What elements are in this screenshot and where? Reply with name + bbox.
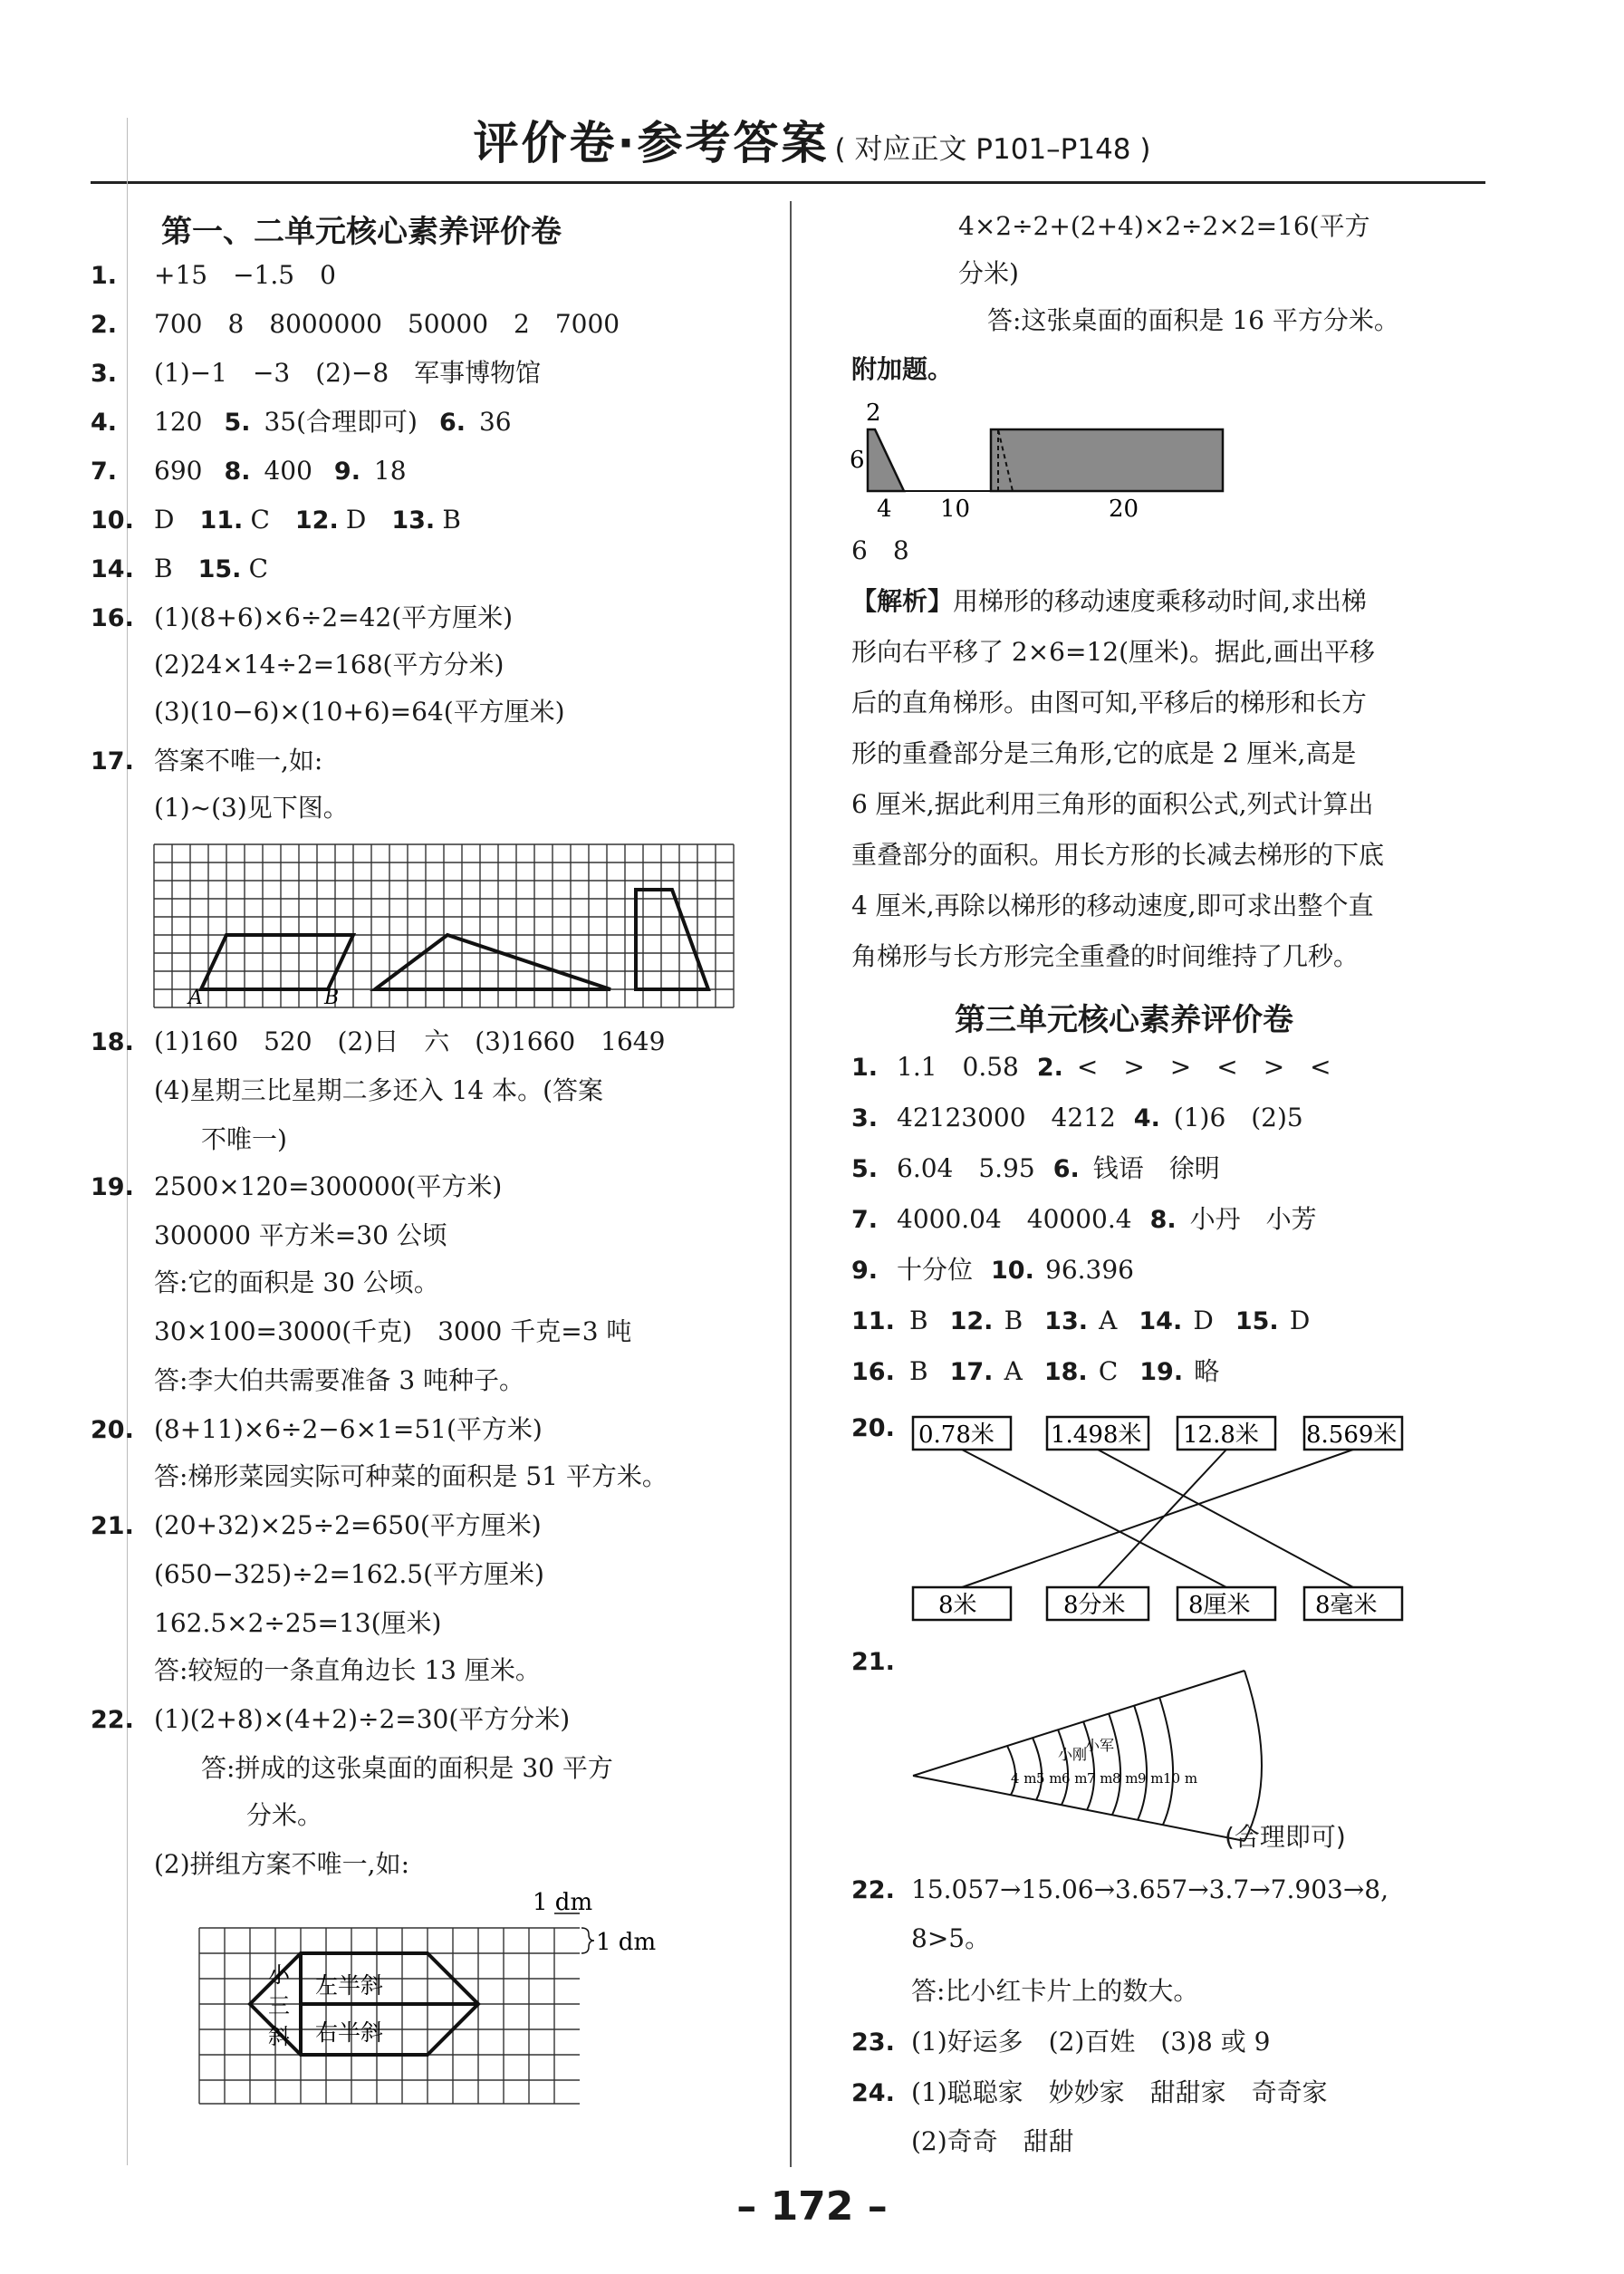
fig-label-10: 10: [940, 496, 971, 523]
triangle-shape: [375, 935, 610, 989]
top-box-4: 8.569米: [1306, 1421, 1398, 1449]
fan-note: (合理即可): [1225, 1822, 1346, 1852]
bottom-box-2: 8分米: [1063, 1592, 1126, 1619]
top-box-2: 1.498米: [1051, 1421, 1142, 1449]
u3-answer-22-b: 8>5。: [911, 1923, 991, 1953]
header-rule: [91, 181, 1485, 184]
answer-18-4: (4)星期三比星期二多还入 14 本。(答案: [154, 1075, 604, 1105]
answer-18-note: 不唯一): [201, 1124, 287, 1154]
answer-21-d: 答:较短的一条直角边长 13 厘米。: [154, 1655, 541, 1685]
hex-label-top: 左半斜: [315, 1972, 384, 1999]
answer-22-3-b: 分米): [958, 258, 1019, 288]
grid-label-a: A: [188, 987, 203, 1009]
hex-label-left-2: 三: [268, 1993, 290, 2019]
u3-answer-9-10: 9. 十分位 10. 96.396: [851, 1255, 1134, 1285]
explanation-line-7: 4 厘米,再除以梯形的移动速度,即可求出整个直: [851, 891, 1374, 920]
hex-label-bottom: 右半斜: [315, 2019, 384, 2046]
fan-tick-4m: 4 m: [1011, 1770, 1037, 1787]
u3-answer-24: 24. (1)聪聪家 妙妙家 甜甜家 奇奇家: [851, 2077, 1328, 2107]
u3-answer-1-2: 1. 1.1 0.58 2. < > > < > <: [851, 1052, 1331, 1082]
answer-4-6: 4. 120 5. 35(合理即可) 6. 36: [91, 407, 512, 437]
bottom-box-1: 8米: [938, 1592, 977, 1619]
hex-label-left-3: 斜: [268, 2024, 290, 2049]
page-number: – 172 –: [736, 2183, 888, 2230]
u3-answer-20-label: 20.: [851, 1414, 895, 1442]
answer-10-13: 10. D 11. C 12. D 13. B: [91, 505, 461, 535]
answer-1: 1. +15 −1.5 0: [91, 260, 336, 290]
explanation-line-5: 6 厘米,据此利用三角形的面积公式,列式计算出: [851, 789, 1374, 819]
hex-label-left-1: 小: [268, 1962, 290, 1988]
page-header: [0, 107, 1624, 172]
answer-3: 3. (1)−1 −3 (2)−8 军事博物馆: [91, 358, 542, 388]
answer-16: 16. (1)(8+6)×6÷2=42(平方厘米): [91, 602, 514, 632]
answer-19-e: 答:李大伯共需要准备 3 吨种子。: [154, 1365, 525, 1395]
answer-18: 18. (1)160 520 (2)日 六 (3)1660 1649: [91, 1026, 666, 1056]
top-box-3: 12.8米: [1183, 1421, 1259, 1449]
answer-19: 19. 2500×120=300000(平方米): [91, 1171, 503, 1201]
fan-tick-7m: 7 m: [1087, 1770, 1113, 1787]
dm-label-vertical: 1 dm: [596, 1929, 657, 1956]
answer-21-b: (650−325)÷2=162.5(平方厘米): [154, 1559, 544, 1589]
fan-tick-6m: 6 m: [1062, 1770, 1088, 1787]
section-title-unit-3: 第三单元核心素养评价卷: [955, 1002, 1293, 1038]
answer-16-2: (2)24×14÷2=168(平方分米): [154, 650, 504, 679]
fan-name-xiaogang: 小刚: [1058, 1746, 1088, 1763]
parallelogram-shape: [201, 935, 353, 989]
fig-label-6: 6: [850, 447, 865, 474]
fan-tick-10m: 10 m: [1163, 1770, 1198, 1787]
extra-answer: 6 8: [851, 535, 909, 565]
explanation-line-8: 角梯形与长方形完全重叠的时间维持了几秒。: [851, 941, 1360, 971]
trapezoid-shape: [868, 429, 904, 491]
explanation-line-2: 形向右平移了 2×6=12(厘米)。据此,画出平移: [851, 637, 1375, 667]
top-box-1: 0.78米: [918, 1421, 995, 1449]
u3-answer-3-4: 3. 42123000 4212 4. (1)6 (2)5: [851, 1103, 1303, 1132]
answer-19-c: 答:它的面积是 30 公顷。: [154, 1267, 439, 1297]
answer-14-15: 14. B 15. C: [91, 554, 269, 583]
u3-answer-16-19: 16. B 17. A 18. C 19. 略: [851, 1356, 1220, 1386]
fig-label-20: 20: [1109, 496, 1139, 523]
explanation-line-3: 后的直角梯形。由图可知,平移后的梯形和长方: [851, 688, 1367, 718]
u3-answer-24-b: (2)奇奇 甜甜: [911, 2126, 1074, 2156]
answer-21: 21. (20+32)×25÷2=650(平方厘米): [91, 1510, 542, 1540]
bottom-box-3: 8厘米: [1188, 1592, 1251, 1619]
answer-20-b: 答:梯形菜园实际可种菜的面积是 51 平方米。: [154, 1461, 668, 1491]
dm-label-horizontal: 1 dm: [533, 1889, 593, 1916]
answer-22: 22. (1)(2+8)×(4+2)÷2=30(平方分米): [91, 1704, 571, 1734]
answer-22-3: 4×2÷2+(2+4)×2÷2×2=16(平方: [958, 211, 1370, 241]
fig-label-4: 4: [877, 496, 892, 523]
explanation-line-6: 重叠部分的面积。用长方形的长减去梯形的下底: [851, 840, 1385, 870]
fan-name-xiaojun: 小军: [1085, 1737, 1115, 1754]
answer-22-3-c: 答:这张桌面的面积是 16 平方分米。: [987, 305, 1399, 335]
extra-question-title: 附加题。: [851, 354, 954, 384]
grid-figure-22: [190, 1889, 661, 2109]
explanation-line-4: 形的重叠部分是三角形,它的底是 2 厘米,高是: [851, 738, 1357, 768]
u3-answer-7-8: 7. 4000.04 40000.4 8. 小丹 小芳: [851, 1204, 1317, 1234]
fan-tick-9m: 9 m: [1138, 1770, 1164, 1787]
section-title-unit-1-2: 第一、二单元核心素养评价卷: [161, 214, 562, 250]
u3-answer-22-c: 答:比小红卡片上的数大。: [911, 1976, 1199, 2006]
u3-answer-11-15: 11. B 12. B 13. A 14. D 15. D: [851, 1306, 1311, 1335]
answer-7-9: 7. 690 8. 400 9. 18: [91, 456, 407, 486]
u3-answer-5-6: 5. 6.04 5.95 6. 钱语 徐明: [851, 1153, 1220, 1183]
rectangle-shape: [991, 429, 1223, 491]
answer-22-b: 答:拼成的这张桌面的面积是 30 平方: [201, 1753, 613, 1783]
extra-question-figure: [851, 395, 1232, 524]
fan-tick-8m: 8 m: [1112, 1770, 1139, 1787]
fig-label-2: 2: [866, 400, 881, 427]
column-divider: [790, 201, 792, 2167]
fan-figure: [909, 1663, 1272, 1845]
answer-22-c: 分米。: [246, 1800, 323, 1830]
page-title: 评价卷·参考答案: [473, 117, 830, 169]
answer-2: 2. 700 8 8000000 50000 2 7000: [91, 309, 620, 339]
fan-tick-5m: 5 m: [1036, 1770, 1062, 1787]
answer-17-note: (1)~(3)见下图。: [154, 793, 349, 823]
answer-16-3: (3)(10−6)×(10+6)=64(平方厘米): [154, 697, 565, 727]
explanation-line-1: 【解析】用梯形的移动速度乘移动时间,求出梯: [851, 586, 1367, 616]
answer-21-c: 162.5×2÷25=13(厘米): [154, 1608, 442, 1638]
bottom-box-4: 8毫米: [1315, 1592, 1378, 1619]
answer-19-d: 30×100=3000(千克) 3000 千克=3 吨: [154, 1316, 632, 1346]
u3-answer-21-label: 21.: [851, 1648, 895, 1676]
answer-19-b: 300000 平方米=30 公顷: [154, 1220, 447, 1250]
page-subtitle: ( 对应正文 P101–P148 ): [834, 133, 1151, 166]
answer-17: 17. 答案不唯一,如:: [91, 746, 323, 776]
u3-answer-22: 22. 15.057→15.06→3.657→3.7→7.903→8,: [851, 1874, 1389, 1904]
matching-figure: [909, 1413, 1453, 1631]
answer-22-d: (2)拼组方案不唯一,如:: [154, 1849, 409, 1879]
grid-label-b: B: [324, 987, 340, 1009]
u3-answer-23: 23. (1)好运多 (2)百姓 (3)8 或 9: [851, 2027, 1271, 2057]
grid-figure-17: [152, 843, 735, 1011]
answer-20: 20. (8+11)×6÷2−6×1=51(平方米): [91, 1414, 543, 1444]
